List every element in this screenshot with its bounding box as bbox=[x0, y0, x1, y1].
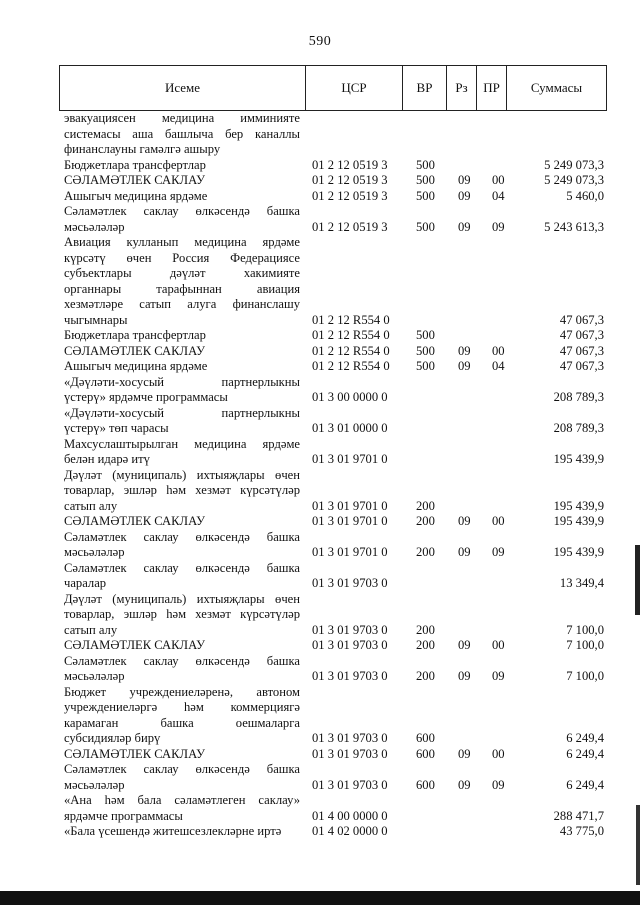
row-name-line: товарлар, эшләр һәм хезмәт күрсәтүләр bbox=[64, 483, 300, 497]
row-sum: 47 067,3 bbox=[559, 359, 604, 373]
row-sum: 5 249 073,3 bbox=[544, 157, 604, 172]
row-name bbox=[64, 530, 300, 561]
row-name-line: субъектлары дәүләт хакимияте bbox=[64, 266, 300, 280]
row-name bbox=[64, 173, 300, 189]
table-row bbox=[64, 437, 604, 468]
row-name-line: субсидияләр бирү bbox=[64, 731, 161, 745]
row-name-line: күрсәтү өчен Россия Федерациясе bbox=[64, 250, 300, 265]
row-rz: 09 bbox=[458, 219, 471, 234]
row-name-line: «Дәүләти-хосусый партнерлыкны bbox=[64, 374, 300, 389]
header-rz: Рз bbox=[447, 66, 477, 110]
row-name-line: «Бала үсешендә житешсезлекләрне иртә bbox=[64, 824, 282, 838]
row-name-line: финанслауны гамәлгә ашыру bbox=[64, 142, 221, 156]
row-csr: 01 3 01 9703 0 bbox=[312, 746, 388, 761]
row-name-line: үстерү» ярдәмче программасы bbox=[64, 390, 228, 404]
row-name bbox=[64, 235, 300, 328]
row-name-line: товарлар, эшләр һәм хезмәт күрсәтүләр bbox=[64, 607, 300, 621]
row-name bbox=[64, 328, 300, 344]
row-sum: 13 349,4 bbox=[559, 576, 604, 590]
table-row bbox=[64, 158, 604, 174]
row-pr: 09 bbox=[492, 669, 505, 683]
table-row bbox=[64, 328, 604, 344]
row-name bbox=[64, 654, 300, 685]
row-sum: 5 249 073,3 bbox=[544, 173, 604, 187]
row-vr: 500 bbox=[416, 359, 435, 373]
row-vr: 600 bbox=[416, 777, 435, 792]
row-sum: 7 100,0 bbox=[566, 669, 604, 683]
row-sum: 5 460,0 bbox=[566, 188, 604, 203]
row-rz: 09 bbox=[458, 777, 471, 792]
table-row bbox=[64, 592, 604, 639]
row-name-line: Ашыгыч медицина ярдәме bbox=[64, 359, 208, 373]
row-name bbox=[64, 111, 300, 158]
row-sum: 47 067,3 bbox=[559, 328, 604, 342]
table-row bbox=[64, 638, 604, 654]
row-csr: 01 2 12 R554 0 bbox=[312, 328, 390, 342]
row-csr: 01 3 01 9703 0 bbox=[312, 669, 388, 683]
row-name-line: карамаган башка оешмаларга bbox=[64, 715, 300, 730]
table-row bbox=[64, 468, 604, 515]
row-vr: 500 bbox=[416, 219, 435, 234]
row-sum: 195 439,9 bbox=[553, 452, 604, 466]
row-pr: 00 bbox=[492, 746, 505, 761]
table-row bbox=[64, 344, 604, 360]
row-name-line: СӘЛАМӘТЛЕК САКЛАУ bbox=[64, 173, 205, 187]
row-sum: 5 243 613,3 bbox=[544, 219, 604, 234]
row-sum: 47 067,3 bbox=[559, 312, 604, 327]
row-name-line: СӘЛАМӘТЛЕК САКЛАУ bbox=[64, 514, 205, 528]
row-sum: 288 471,7 bbox=[553, 808, 604, 823]
row-name-line: учреждениеләргә һәм коммерциягә bbox=[64, 700, 300, 714]
row-rz: 09 bbox=[458, 359, 471, 373]
row-rz: 09 bbox=[458, 545, 471, 559]
page-number: 590 bbox=[308, 34, 332, 49]
table-header bbox=[59, 65, 607, 111]
table-row bbox=[64, 824, 604, 840]
row-csr: 01 2 12 0519 3 bbox=[312, 157, 388, 172]
table-row bbox=[64, 514, 604, 530]
row-csr: 01 3 01 9703 0 bbox=[312, 777, 388, 792]
row-name bbox=[64, 359, 300, 375]
header-vr: ВР bbox=[403, 66, 447, 110]
row-rz: 09 bbox=[458, 343, 471, 358]
table-row bbox=[64, 406, 604, 437]
row-name-line: ярдәмче программасы bbox=[64, 808, 183, 823]
header-csr: ЦСР bbox=[306, 66, 403, 110]
row-name-line: СӘЛАМӘТЛЕК САКЛАУ bbox=[64, 343, 205, 358]
row-name-line: сатып алу bbox=[64, 498, 118, 513]
row-name-line: сатып алу bbox=[64, 622, 118, 637]
row-csr: 01 3 01 9703 0 bbox=[312, 638, 388, 652]
row-rz: 09 bbox=[458, 173, 471, 187]
row-vr: 200 bbox=[416, 545, 435, 559]
row-pr: 00 bbox=[492, 173, 505, 187]
row-csr: 01 3 01 9703 0 bbox=[312, 731, 388, 745]
row-vr: 500 bbox=[416, 343, 435, 358]
row-name-line: Бюджетлара трансфертлар bbox=[64, 157, 206, 172]
row-pr: 04 bbox=[492, 359, 505, 373]
table-row bbox=[64, 375, 604, 406]
row-name bbox=[64, 437, 300, 468]
row-name bbox=[64, 561, 300, 592]
row-sum: 208 789,3 bbox=[553, 421, 604, 435]
row-name-line: Махсуслаштырылган медицина ярдәме bbox=[64, 436, 300, 451]
row-vr: 500 bbox=[416, 328, 435, 342]
row-name-line: Сәламәтлек саклау өлкәсендә башка bbox=[64, 653, 300, 668]
row-csr: 01 3 01 9701 0 bbox=[312, 498, 388, 513]
row-csr: 01 3 00 0000 0 bbox=[312, 390, 388, 404]
scan-edge-mark bbox=[635, 545, 640, 615]
row-name-line: Бюджет учреждениеләренә, автоном bbox=[64, 684, 300, 699]
table-row bbox=[64, 762, 604, 793]
row-csr: 01 3 01 9701 0 bbox=[312, 452, 388, 466]
row-csr: 01 2 12 R554 0 bbox=[312, 343, 390, 358]
row-vr: 500 bbox=[416, 157, 435, 172]
row-vr: 600 bbox=[416, 731, 435, 745]
row-sum: 6 249,4 bbox=[566, 746, 604, 761]
row-csr: 01 3 01 9701 0 bbox=[312, 514, 388, 528]
row-pr: 04 bbox=[492, 188, 505, 203]
row-pr: 00 bbox=[492, 343, 505, 358]
row-name bbox=[64, 762, 300, 793]
row-name-line: СӘЛАМӘТЛЕК САКЛАУ bbox=[64, 638, 205, 652]
row-pr: 09 bbox=[492, 777, 505, 792]
table-body bbox=[64, 111, 604, 840]
row-name bbox=[64, 158, 300, 174]
row-name-line: «Ана һәм бала сәламәтлеген саклау» bbox=[64, 793, 300, 807]
row-csr: 01 3 01 9703 0 bbox=[312, 576, 388, 590]
row-name-line: Авиация кулланып медицина ярдәме bbox=[64, 235, 300, 249]
row-name-line: мәсьәләләр bbox=[64, 219, 125, 234]
table-row bbox=[64, 235, 604, 328]
row-name-line: чыгымнары bbox=[64, 312, 128, 327]
row-csr: 01 3 01 9701 0 bbox=[312, 545, 388, 559]
row-name-line: белән идарә итү bbox=[64, 452, 150, 466]
row-rz: 09 bbox=[458, 746, 471, 761]
header-pr: ПР bbox=[477, 66, 507, 110]
row-rz: 09 bbox=[458, 638, 471, 652]
row-name-line: Ашыгыч медицина ярдәме bbox=[64, 188, 208, 203]
row-vr: 500 bbox=[416, 188, 435, 203]
row-vr: 200 bbox=[416, 514, 435, 528]
row-csr: 01 3 01 9703 0 bbox=[312, 622, 388, 637]
row-name-line: Бюджетлара трансфертлар bbox=[64, 328, 206, 342]
table-row bbox=[64, 685, 604, 747]
row-vr: 500 bbox=[416, 173, 435, 187]
row-name-line: СӘЛАМӘТЛЕК САКЛАУ bbox=[64, 746, 205, 761]
scan-bottom-border bbox=[0, 891, 640, 905]
row-vr: 200 bbox=[416, 638, 435, 652]
row-csr: 01 4 00 0000 0 bbox=[312, 808, 388, 823]
table-row bbox=[64, 561, 604, 592]
row-sum: 43 775,0 bbox=[559, 824, 604, 838]
row-name-line: үстерү» төп чарасы bbox=[64, 421, 169, 435]
row-name bbox=[64, 375, 300, 406]
row-name bbox=[64, 406, 300, 437]
row-name bbox=[64, 793, 300, 824]
row-name-line: системасы аша башлыча бер каналлы bbox=[64, 126, 300, 141]
row-pr: 09 bbox=[492, 219, 505, 234]
table-row bbox=[64, 793, 604, 824]
row-name bbox=[64, 824, 300, 840]
header-name: Исеме bbox=[60, 66, 306, 110]
row-name-line: органнары тарафыннан авиация bbox=[64, 281, 300, 296]
row-rz: 09 bbox=[458, 669, 471, 683]
row-name-line: мәсьәләләр bbox=[64, 777, 125, 792]
row-csr: 01 2 12 0519 3 bbox=[312, 219, 388, 234]
row-sum: 7 100,0 bbox=[566, 638, 604, 652]
table-row bbox=[64, 359, 604, 375]
row-name-line: мәсьәләләр bbox=[64, 545, 125, 559]
row-name-line: Сәламәтлек саклау өлкәсендә башка bbox=[64, 560, 300, 575]
table-row bbox=[64, 530, 604, 561]
row-name-line: Дәүләт (муниципаль) ихтыяҗлары өчен bbox=[64, 591, 300, 606]
row-sum: 47 067,3 bbox=[559, 343, 604, 358]
table-row bbox=[64, 747, 604, 763]
row-csr: 01 2 12 0519 3 bbox=[312, 188, 388, 203]
row-name-line: «Дәүләти-хосусый партнерлыкны bbox=[64, 405, 300, 420]
row-name-line: Дәүләт (муниципаль) ихтыяҗлары өчен bbox=[64, 467, 300, 482]
row-name bbox=[64, 747, 300, 763]
row-csr: 01 4 02 0000 0 bbox=[312, 824, 388, 838]
row-vr: 200 bbox=[416, 498, 435, 513]
table-row bbox=[64, 204, 604, 235]
row-name bbox=[64, 468, 300, 515]
row-name-line: Сәламәтлек саклау өлкәсендә башка bbox=[64, 762, 300, 776]
row-name-line: эвакуациясен медицина имминияте bbox=[64, 111, 300, 125]
row-name bbox=[64, 685, 300, 747]
row-name bbox=[64, 189, 300, 205]
row-name bbox=[64, 204, 300, 235]
row-name-line: Сәламәтлек саклау өлкәсендә башка bbox=[64, 204, 300, 218]
row-sum: 195 439,9 bbox=[553, 498, 604, 513]
row-name bbox=[64, 638, 300, 654]
header-sum: Суммасы bbox=[530, 80, 583, 95]
row-sum: 6 249,4 bbox=[566, 731, 604, 745]
row-pr: 00 bbox=[492, 514, 505, 528]
table-row bbox=[64, 173, 604, 189]
table-row bbox=[64, 654, 604, 685]
row-rz: 09 bbox=[458, 514, 471, 528]
row-name bbox=[64, 592, 300, 639]
row-vr: 200 bbox=[416, 669, 435, 683]
row-name-line: мәсьәләләр bbox=[64, 669, 125, 683]
row-vr: 600 bbox=[416, 746, 435, 761]
row-name-line: чаралар bbox=[64, 576, 107, 590]
row-csr: 01 2 12 R554 0 bbox=[312, 312, 390, 327]
row-vr: 200 bbox=[416, 622, 435, 637]
row-name-line: хезмәтләре сатып алуга финанслашу bbox=[64, 297, 300, 311]
row-name bbox=[64, 514, 300, 530]
row-csr: 01 2 12 0519 3 bbox=[312, 173, 388, 187]
row-csr: 01 3 01 0000 0 bbox=[312, 421, 388, 435]
row-sum: 7 100,0 bbox=[566, 622, 604, 637]
scan-edge-mark bbox=[636, 805, 640, 885]
row-csr: 01 2 12 R554 0 bbox=[312, 359, 390, 373]
row-rz: 09 bbox=[458, 188, 471, 203]
table-row bbox=[64, 111, 604, 158]
row-name-line: Сәламәтлек саклау өлкәсендә башка bbox=[64, 529, 300, 544]
row-sum: 6 249,4 bbox=[566, 777, 604, 792]
row-pr: 09 bbox=[492, 545, 505, 559]
row-pr: 00 bbox=[492, 638, 505, 652]
row-sum: 195 439,9 bbox=[553, 514, 604, 528]
table-row bbox=[64, 189, 604, 205]
row-sum: 195 439,9 bbox=[553, 545, 604, 559]
row-name bbox=[64, 344, 300, 360]
row-sum: 208 789,3 bbox=[553, 390, 604, 404]
